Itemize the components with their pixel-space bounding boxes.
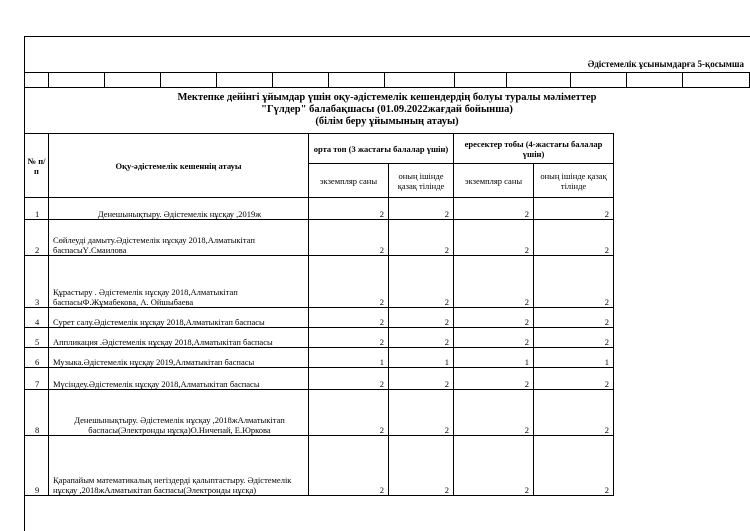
row-copies-2: 2 <box>454 308 534 328</box>
row-kazakh: 2 <box>389 198 454 220</box>
frame-top-border <box>24 36 750 37</box>
table-row <box>25 328 750 348</box>
row-number: 4 <box>25 308 49 328</box>
row-number: 8 <box>25 390 49 436</box>
row-number: 5 <box>25 328 49 348</box>
title-line-3: (білім беру ұйымының атауы) <box>315 116 459 127</box>
row-copies: 2 <box>309 436 389 496</box>
row-copies-2: 2 <box>454 328 534 348</box>
row-kazakh-2: 2 <box>534 368 614 390</box>
row-copies: 2 <box>309 368 389 390</box>
row-copies-2: 2 <box>454 368 534 390</box>
table-row <box>25 220 750 256</box>
row-name: Мүсіндеу.Әдістемелік нұсқау 2018,Алматыкітап баспасы <box>49 368 309 390</box>
appendix-note: Әдістемелік ұсынымдарға 5-қосымша <box>587 59 744 69</box>
row-copies: 1 <box>309 348 389 368</box>
row-kazakh-2: 2 <box>534 198 614 220</box>
table-row <box>25 436 750 496</box>
row-copies-2: 2 <box>454 256 534 308</box>
row-copies: 2 <box>309 390 389 436</box>
row-name: Денешынықтыру. Әдістемелік нұсқау ,2018жАлматыкітап баспасы(Электронды нұсқа)О.Ничепай, Е.Юркова <box>49 390 309 436</box>
row-name: Денешынықтыру. Әдістемелік нұсқау ,2019ж <box>49 198 309 220</box>
row-copies: 2 <box>309 220 389 256</box>
row-kazakh: 2 <box>389 390 454 436</box>
row-number: 7 <box>25 368 49 390</box>
table-row <box>25 348 750 368</box>
header-copies: экземпляр саны <box>309 164 389 198</box>
row-name: Құрастыру . Әдістемелік нұсқау 2018,Алматыкітап баспасыФ.Жұмабекова, А. Ойшыбаева <box>49 256 309 308</box>
row-copies: 2 <box>309 308 389 328</box>
row-copies-2: 2 <box>454 436 534 496</box>
header-num: № п/п <box>25 134 49 198</box>
row-number: 1 <box>25 198 49 220</box>
row-name: Аппликация .Әдістемелік нұсқау 2018,Алматыкітап баспасы <box>49 328 309 348</box>
row-name: Қарапайым математикалық негіздерді қалыптастыру. Әдістемелік нұсқау ,2018жАлматыкітап баспасы(Электронды нұсқа) <box>49 436 309 496</box>
row-copies: 2 <box>309 256 389 308</box>
row-kazakh: 2 <box>389 220 454 256</box>
methodical-complex-table <box>24 133 750 496</box>
row-copies: 2 <box>309 328 389 348</box>
row-kazakh-2: 2 <box>534 390 614 436</box>
header-kazakh: оның ішінде қазақ тілінде <box>389 164 454 198</box>
row-kazakh: 2 <box>389 308 454 328</box>
row-number: 2 <box>25 220 49 256</box>
table-row <box>25 368 750 390</box>
row-kazakh: 2 <box>389 368 454 390</box>
row-kazakh-2: 2 <box>534 308 614 328</box>
row-kazakh-2: 1 <box>534 348 614 368</box>
row-copies-2: 1 <box>454 348 534 368</box>
row-number: 3 <box>25 256 49 308</box>
row-number: 6 <box>25 348 49 368</box>
row-kazakh-2: 2 <box>534 328 614 348</box>
table-row <box>25 256 750 308</box>
row-copies-2: 2 <box>454 220 534 256</box>
row-kazakh: 2 <box>389 436 454 496</box>
header-kazakh-2: оның ішінде қазақ тілінде <box>534 164 614 198</box>
title-line-1: Мектепке дейінгі ұйымдар үшін оқу-әдістемелік кешендердің болуы туралы мәліметтер <box>177 92 597 103</box>
title-line-2: "Гүлдер" балабақшасы (01.09.2022жағдай бойынша) <box>261 104 513 115</box>
row-name: Музыка.Әдістемелік нұсқау 2019,Алматыкітап баспасы <box>49 348 309 368</box>
document-title <box>24 92 750 128</box>
table-row <box>25 198 750 220</box>
row-copies-2: 2 <box>454 198 534 220</box>
table-row <box>25 390 750 436</box>
header-copies-2: экземпляр саны <box>454 164 534 198</box>
row-kazakh-2: 2 <box>534 436 614 496</box>
header-group-senior: ересектер тобы (4-жастағы балалар үшін) <box>454 134 614 164</box>
row-copies: 2 <box>309 198 389 220</box>
row-name: Сөйлеуді дамыту.Әдістемелік нұсқау 2018,Алматыкітап баспасыҮ.Смаилова <box>49 220 309 256</box>
row-name: Сурет салу.Әдістемелік нұсқау 2018,Алматыкітап баспасы <box>49 308 309 328</box>
row-kazakh-2: 2 <box>534 256 614 308</box>
row-kazakh: 2 <box>389 256 454 308</box>
header-group-middle: орта топ (3 жастағы балалар үшін) <box>309 134 454 164</box>
row-kazakh: 1 <box>389 348 454 368</box>
table-row <box>25 308 750 328</box>
header-name: Оқу-әдістемелік кешеннің атауы <box>49 134 309 198</box>
row-copies-2: 2 <box>454 390 534 436</box>
row-kazakh-2: 2 <box>534 220 614 256</box>
row-kazakh: 2 <box>389 328 454 348</box>
empty-grid-row <box>24 72 750 88</box>
row-number: 9 <box>25 436 49 496</box>
